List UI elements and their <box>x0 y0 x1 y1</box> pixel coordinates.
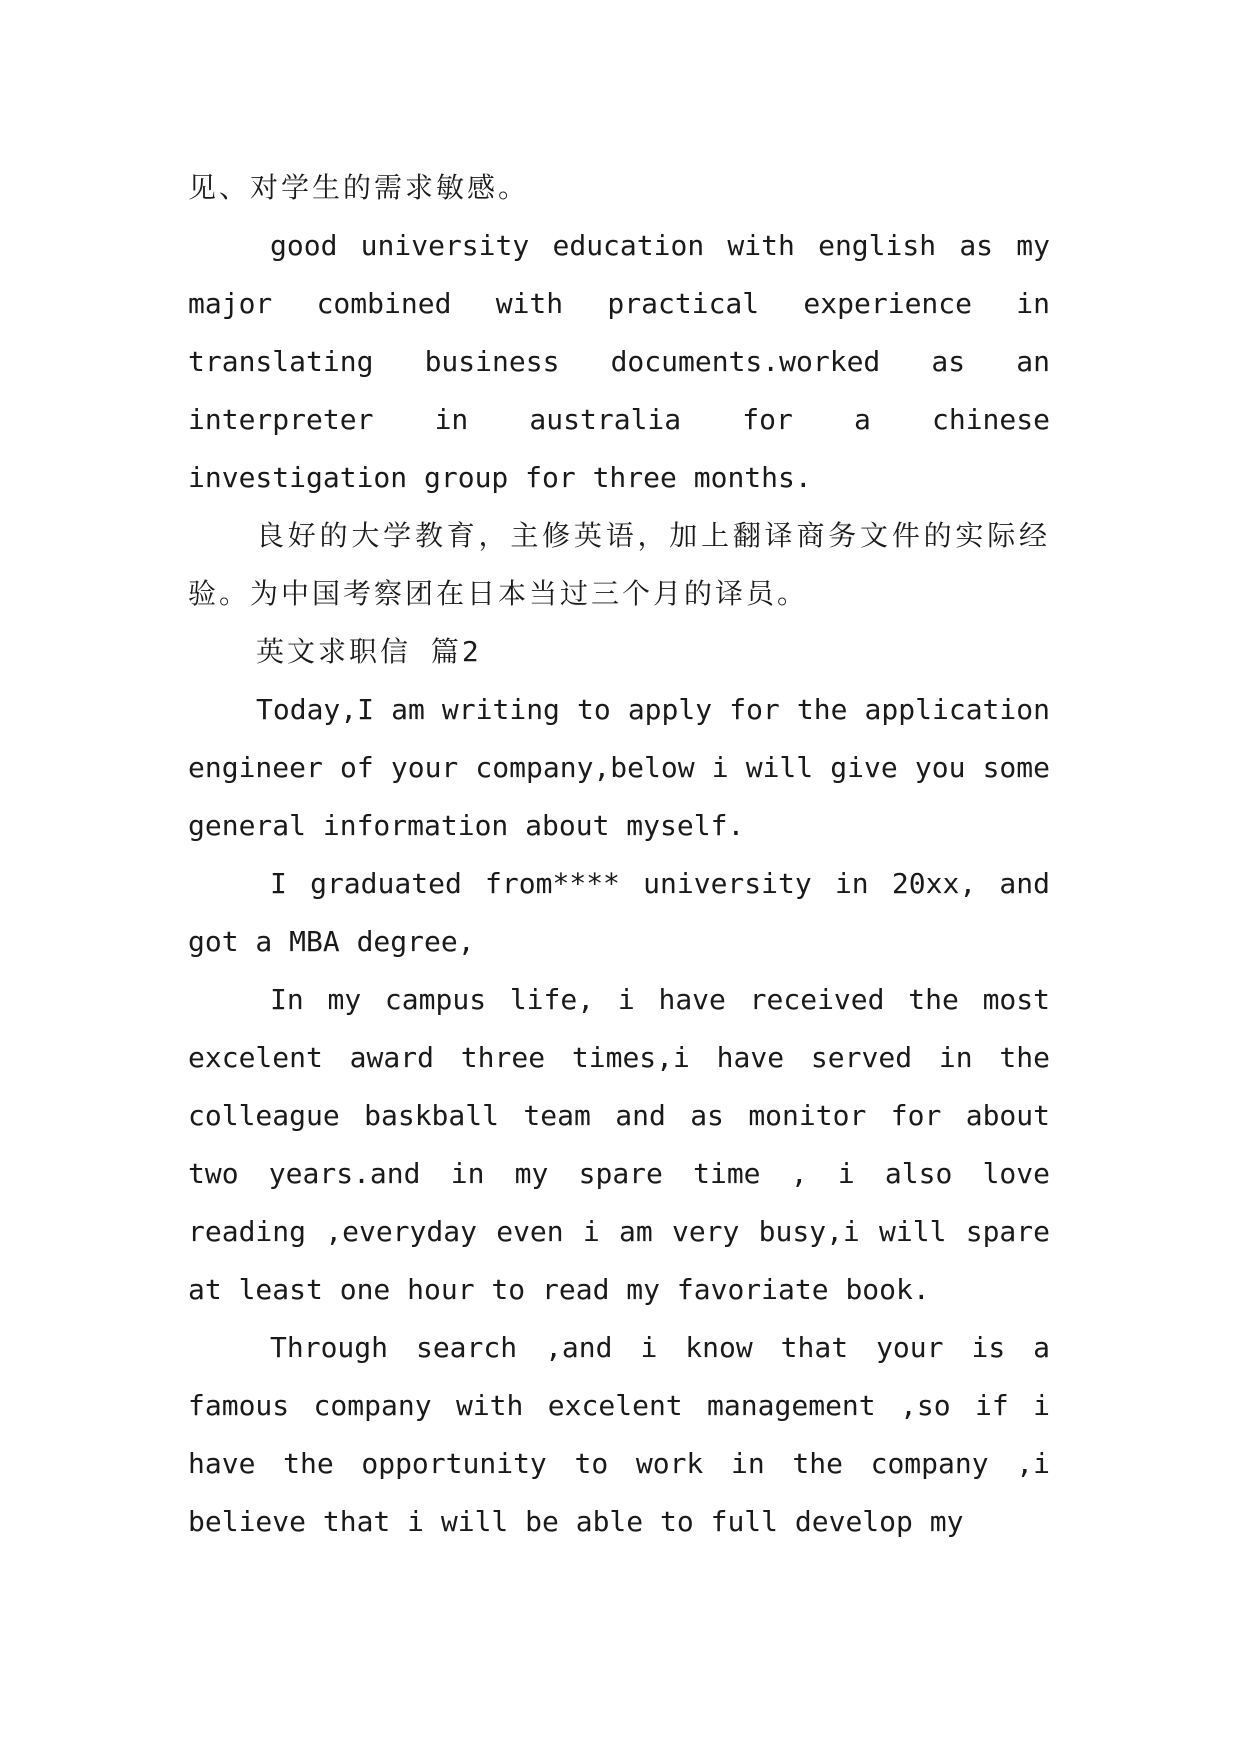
section-heading: 英文求职信 篇2 <box>256 635 482 668</box>
paragraph-3: 良好的大学教育，主修英语，加上翻译商务文件的实际经验。为中国考察团在日本当过三个月的译员。 <box>188 519 1050 610</box>
paragraph-1: 见、对学生的需求敏感。 <box>188 171 530 204</box>
paragraph-2: good university education with english as my major combined with practical experience in translating business documents.worked as an interpreter in australia for a chinese investigation group for three months. <box>188 229 1050 494</box>
paragraph-7: Through search ,and i know that your is a famous company with excelent management ,so if i have the opportunity to work in the company ,i believe that i will be able to full develop my <box>188 1331 1050 1538</box>
paragraph-6: In my campus life, i have received the most excelent award three times,i have served in the colleague baskball team and as monitor for about two years.and in my spare time , i also love reading ,everyday even i am very busy,i will spare at least one hour to read my favoriate book. <box>188 983 1050 1306</box>
document-body <box>188 159 1050 1551</box>
paragraph-5: I graduated from**** university in 20xx, and got a MBA degree, <box>188 867 1050 958</box>
paragraph-4: Today,I am writing to apply for the application engineer of your company,below i will give you some general information about myself. <box>188 693 1050 842</box>
